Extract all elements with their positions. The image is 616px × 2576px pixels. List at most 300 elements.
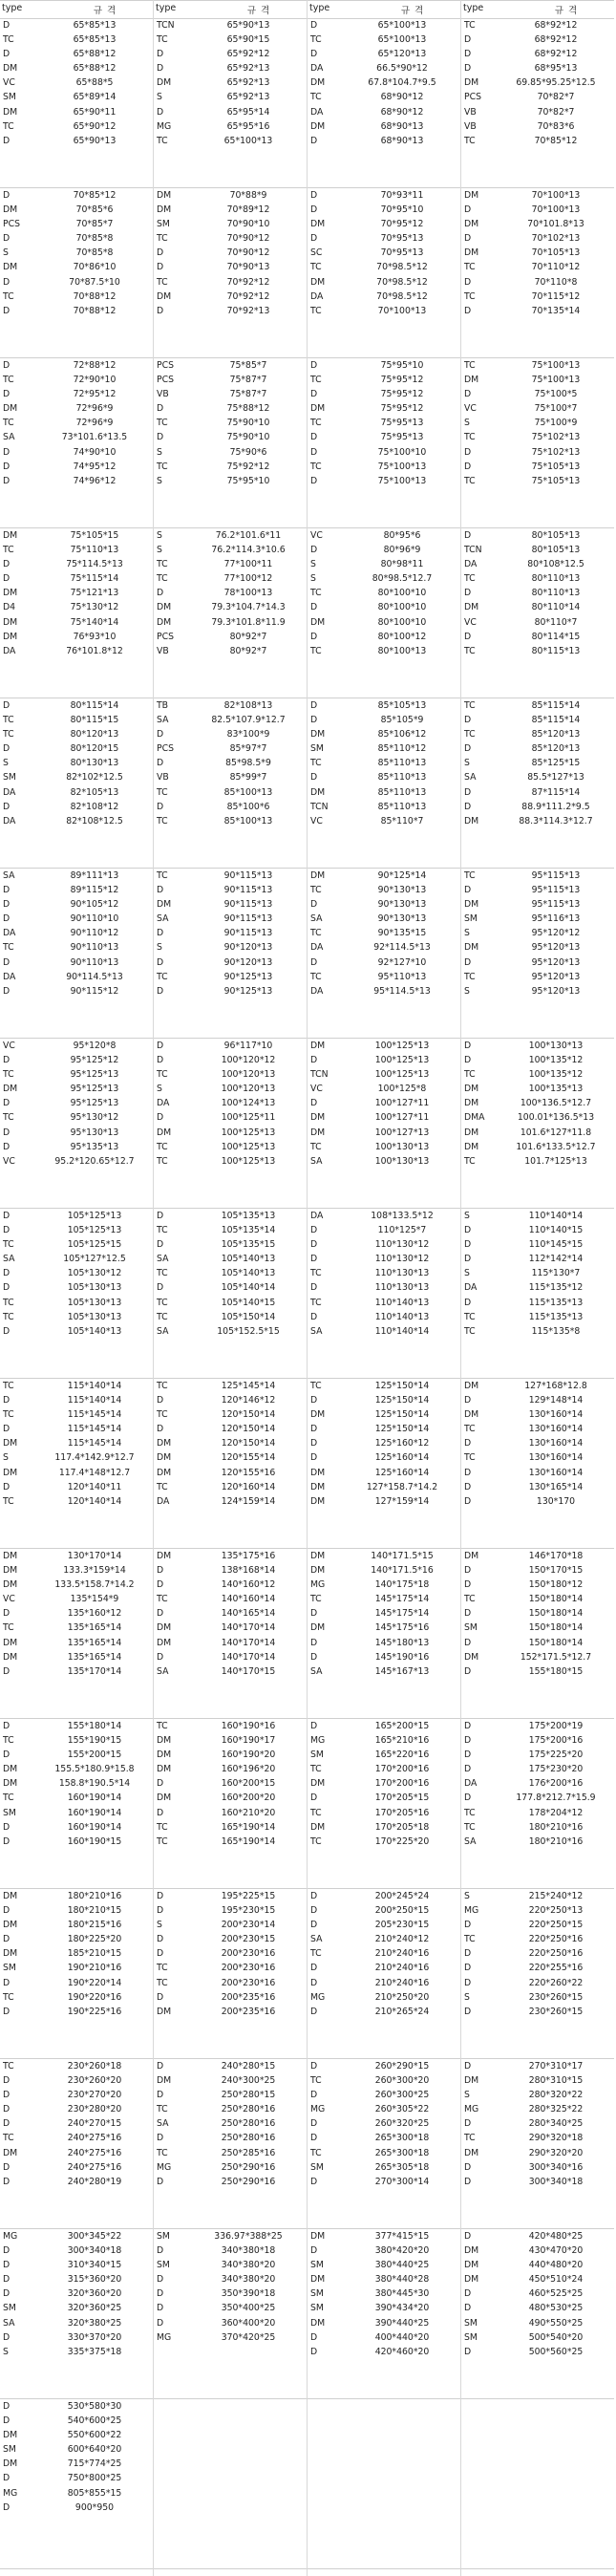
- spec-row: [154, 1450, 307, 1465]
- spec-row: [308, 1310, 460, 1324]
- row-spec: 138*168*14: [221, 1565, 276, 1577]
- row-type: DA: [464, 1282, 478, 1294]
- row-spec: 280*310*15: [528, 2075, 584, 2087]
- row-type: D: [464, 1481, 472, 1492]
- row-spec: 480*530*25: [528, 2303, 584, 2314]
- spec-row: [461, 18, 614, 32]
- row-spec: 140*175*18: [374, 1579, 430, 1591]
- spec-row: [154, 2175, 307, 2189]
- row-spec: 145*175*14: [374, 1608, 430, 1620]
- spec-row: [461, 358, 614, 373]
- row-type: TC: [464, 1069, 476, 1081]
- row-type: VB: [157, 772, 169, 784]
- row-spec: 105*130*13: [67, 1311, 122, 1322]
- row-spec: 75*95*12: [380, 403, 424, 415]
- spec-row: [308, 756, 460, 770]
- spec-row: [461, 1549, 614, 1563]
- row-spec: 175*200*19: [528, 1721, 584, 1731]
- spec-row: [154, 1252, 307, 1266]
- spec-group: [461, 1209, 614, 1379]
- spec-row: [154, 1154, 307, 1169]
- row-type: VC: [3, 1594, 15, 1605]
- spec-row: [0, 814, 153, 828]
- spec-row: [308, 2073, 460, 2088]
- spec-row: [308, 75, 460, 90]
- row-type: D: [3, 1282, 11, 1294]
- spec-row: [308, 2229, 460, 2243]
- row-spec: 74*96*12: [73, 475, 117, 486]
- row-spec: 100*130*13: [374, 1155, 430, 1167]
- row-type: SA: [310, 1934, 323, 1945]
- row-type: D: [3, 1905, 11, 1917]
- spec-row: [461, 387, 614, 401]
- spec-row: [154, 1776, 307, 1791]
- spec-group: [461, 1549, 614, 1719]
- row-type: DM: [157, 899, 172, 911]
- row-type: D: [464, 2288, 472, 2300]
- spec-row: [461, 1466, 614, 1480]
- spec-row: [461, 1776, 614, 1791]
- row-spec: 140*160*12: [221, 1579, 276, 1591]
- row-type: SA: [310, 1155, 323, 1167]
- row-spec: 70*102*13: [531, 233, 581, 245]
- row-type: PCS: [3, 219, 20, 230]
- row-spec: 260*320*25: [374, 2118, 430, 2130]
- spec-row: [461, 785, 614, 800]
- spec-row: [0, 1990, 153, 2005]
- row-spec: 68*92*12: [534, 20, 578, 31]
- spec-group: [461, 358, 614, 528]
- spec-group: [154, 869, 307, 1039]
- spec-row: [308, 1252, 460, 1266]
- row-spec: 75*87*7: [229, 389, 267, 400]
- row-spec: 190*220*14: [67, 1977, 122, 1988]
- row-spec: 240*275*16: [67, 2147, 122, 2158]
- row-spec: 805*855*15: [67, 2487, 122, 2499]
- row-spec: 115*140*14: [67, 1381, 122, 1391]
- spec-row: [154, 1719, 307, 1733]
- spec-row: [461, 2301, 614, 2315]
- spec-row: [0, 474, 153, 488]
- row-spec: 95*120*12: [531, 928, 581, 939]
- row-type: DM: [310, 276, 326, 288]
- row-type: D: [3, 985, 11, 997]
- row-type: TC: [310, 1594, 322, 1605]
- row-type: DM: [464, 2245, 479, 2257]
- row-spec: 170*225*20: [374, 1835, 430, 1847]
- spec-row: [154, 940, 307, 955]
- row-type: MG: [310, 1991, 326, 2003]
- row-spec: 80*115*15: [70, 715, 119, 726]
- spec-row: [461, 1976, 614, 1990]
- row-type: D: [310, 190, 318, 201]
- row-type: DM: [310, 786, 326, 798]
- row-spec: 120*146*12: [221, 1395, 276, 1406]
- row-spec: 105*127*12.5: [63, 1254, 126, 1265]
- spec-row: [0, 1806, 153, 1820]
- row-spec: 90*130*13: [377, 913, 427, 925]
- row-spec: 200*245*24: [374, 1891, 430, 1901]
- row-spec: 900*950: [74, 2501, 115, 2513]
- row-spec: 75*140*14: [70, 616, 119, 628]
- row-spec: 250*290*16: [221, 2176, 276, 2187]
- row-type: TC: [3, 545, 14, 556]
- row-type: DA: [310, 290, 324, 302]
- row-type: DM: [157, 616, 172, 628]
- row-spec: 70*115*12: [531, 290, 581, 302]
- spec-row: [154, 600, 307, 614]
- spec-row: [308, 1082, 460, 1096]
- row-type: TC: [3, 34, 14, 46]
- row-spec: 125*160*14: [374, 1467, 430, 1478]
- row-spec: 130*160*14: [528, 1424, 584, 1435]
- row-spec: 66.5*90*12: [376, 63, 428, 75]
- spec-row: [461, 1990, 614, 2005]
- row-type: S: [157, 1084, 162, 1095]
- row-spec: 129*148*14: [528, 1395, 584, 1406]
- row-type: TC: [310, 885, 322, 896]
- row-type: D: [464, 1665, 472, 1677]
- row-type: D: [464, 786, 472, 798]
- spec-row: [154, 246, 307, 260]
- row-spec: 85*115*14: [531, 715, 581, 726]
- row-spec: 80*95*6: [383, 530, 421, 541]
- row-spec: 65*90*13: [73, 135, 117, 146]
- row-spec: 70*85*6: [75, 204, 114, 216]
- spec-row: [461, 2175, 614, 2189]
- row-type: TB: [157, 700, 169, 711]
- row-spec: 89*115*12: [70, 885, 119, 896]
- row-spec: 115*135*8: [531, 1325, 581, 1337]
- spec-row: [308, 2175, 460, 2189]
- spec-row: [461, 2258, 614, 2272]
- row-type: D: [3, 1721, 11, 1731]
- spec-row: [308, 1606, 460, 1621]
- row-spec: 340*380*20: [221, 2274, 276, 2286]
- row-spec: 95*120*13: [531, 956, 581, 968]
- header-type: type: [463, 3, 484, 13]
- spec-row: [308, 1719, 460, 1733]
- row-spec: 70*92*13: [226, 305, 270, 316]
- row-type: D: [157, 1905, 164, 1917]
- row-type: DM: [464, 219, 479, 230]
- row-type: S: [464, 1991, 470, 2003]
- row-spec: 90*130*13: [377, 885, 427, 896]
- spec-row: [308, 90, 460, 104]
- row-type: D: [3, 1934, 11, 1945]
- spec-row: [308, 1650, 460, 1664]
- spec-row: [461, 290, 614, 304]
- row-type: D: [310, 1891, 318, 1901]
- row-spec: 125*145*14: [221, 1381, 276, 1391]
- row-type: D: [464, 1963, 472, 1974]
- row-spec: 165*200*15: [374, 1721, 430, 1731]
- row-type: D: [464, 2231, 472, 2242]
- row-type: TC: [3, 1792, 14, 1804]
- spec-row: [461, 741, 614, 756]
- row-type: D: [464, 233, 472, 245]
- row-spec: 250*280*16: [221, 2133, 276, 2144]
- row-type: D: [157, 49, 164, 60]
- spec-row: [0, 869, 153, 883]
- row-type: SM: [3, 772, 16, 784]
- row-type: TCN: [310, 1069, 329, 1081]
- spec-row: [154, 2330, 307, 2345]
- spec-row: [461, 217, 614, 231]
- spec-row: [154, 105, 307, 119]
- row-type: D: [310, 1055, 318, 1066]
- spec-row: [0, 713, 153, 727]
- row-type: TC: [310, 34, 322, 46]
- spec-row: [154, 1650, 307, 1664]
- row-spec: 80*100*12: [377, 631, 427, 642]
- spec-row: [0, 557, 153, 571]
- row-type: D: [310, 899, 318, 911]
- row-spec: 85*98.5*9: [225, 758, 271, 769]
- row-spec: 290*320*18: [528, 2133, 584, 2144]
- spec-row: [0, 416, 153, 430]
- row-spec: 85*110*7: [380, 815, 424, 826]
- spec-row: [461, 2073, 614, 2088]
- row-type: TC: [310, 588, 322, 599]
- row-type: D: [464, 204, 472, 216]
- row-type: D: [3, 573, 11, 585]
- spec-row: [308, 1592, 460, 1606]
- row-spec: 100*125*13: [374, 1069, 430, 1081]
- row-spec: 65*92*13: [226, 77, 270, 89]
- row-type: MG: [310, 1579, 326, 1591]
- row-type: D: [157, 801, 164, 812]
- row-spec: 150*170*15: [528, 1565, 584, 1577]
- row-spec: 80*98.5*12.7: [372, 573, 433, 585]
- row-type: D: [310, 2118, 318, 2130]
- row-spec: 490*550*25: [528, 2317, 584, 2329]
- row-spec: 68*90*12: [380, 106, 424, 118]
- row-spec: 68*90*13: [380, 120, 424, 132]
- row-type: TCN: [310, 801, 329, 812]
- spec-row: [0, 1296, 153, 1310]
- row-spec: 75*92*12: [226, 461, 270, 472]
- spec-group: [0, 2229, 153, 2399]
- spec-row: [0, 2059, 153, 2073]
- row-type: D: [3, 700, 11, 711]
- spec-row: [461, 119, 614, 134]
- spec-row: [308, 1450, 460, 1465]
- row-spec: 100*125*13: [221, 1155, 276, 1167]
- row-type: SA: [157, 2118, 169, 2130]
- spec-row: [154, 373, 307, 387]
- row-spec: 70*95*10: [380, 204, 424, 216]
- row-type: D: [464, 1239, 472, 1251]
- row-spec: 95*110*13: [377, 971, 427, 982]
- row-type: TC: [3, 1239, 14, 1251]
- spec-group: [154, 1039, 307, 1209]
- spec-row: [0, 1154, 153, 1169]
- row-type: SA: [3, 870, 15, 881]
- row-type: TC: [310, 1268, 322, 1279]
- spec-row: [461, 1379, 614, 1393]
- spec-row: [308, 445, 460, 460]
- spec-row: [461, 2088, 614, 2102]
- spec-row: [461, 1393, 614, 1407]
- row-spec: 75*90*6: [229, 446, 267, 458]
- row-spec: 105*130*12: [67, 1268, 122, 1279]
- spec-row: [0, 2414, 153, 2428]
- spec-row: [154, 2131, 307, 2145]
- row-type: TC: [157, 870, 168, 881]
- row-type: D: [3, 2501, 11, 2513]
- row-spec: 160*190*20: [221, 1750, 276, 1761]
- row-spec: 120*140*14: [67, 1495, 122, 1507]
- row-spec: 160*190*16: [221, 1721, 276, 1731]
- row-type: D: [464, 389, 472, 400]
- row-spec: 70*85*8: [75, 247, 114, 259]
- spec-row: [461, 1946, 614, 1961]
- row-spec: 500*540*20: [528, 2331, 584, 2343]
- row-type: TC: [157, 1297, 168, 1308]
- row-spec: 130*170*14: [67, 1551, 122, 1561]
- row-type: TC: [310, 971, 322, 982]
- row-type: D: [310, 1311, 318, 1322]
- row-spec: 100*125*13: [221, 1141, 276, 1152]
- row-type: D: [310, 1920, 318, 1931]
- row-type: TCN: [464, 545, 482, 556]
- row-spec: 101.6*133.5*12.7: [516, 1141, 596, 1152]
- row-spec: 79.3*101.8*11.9: [211, 616, 286, 628]
- spec-row: [461, 1762, 614, 1776]
- row-type: D: [310, 360, 318, 371]
- row-spec: 100*125*13: [374, 1055, 430, 1066]
- row-type: DM: [3, 616, 18, 628]
- spec-row: [0, 373, 153, 387]
- row-spec: 133.5*158.7*14.2: [54, 1579, 135, 1591]
- row-type: TC: [157, 1381, 168, 1391]
- row-type: D: [3, 1127, 11, 1138]
- spec-row: [308, 2286, 460, 2301]
- row-type: DM: [3, 1651, 18, 1663]
- row-spec: 155*190*15: [67, 1735, 122, 1747]
- row-type: D: [310, 135, 318, 146]
- spec-row: [154, 2243, 307, 2258]
- spec-row: [0, 770, 153, 784]
- row-type: DA: [310, 985, 324, 997]
- row-spec: 115*135*12: [528, 1282, 584, 1294]
- spec-row: [461, 630, 614, 644]
- spec-row: [308, 586, 460, 600]
- row-spec: 160*190*17: [221, 1735, 276, 1747]
- row-spec: 72*90*10: [73, 375, 117, 386]
- spec-row: [154, 2286, 307, 2301]
- row-type: SA: [464, 1835, 477, 1847]
- row-spec: 200*250*15: [374, 1905, 430, 1917]
- row-spec: 70*85*12: [73, 190, 117, 201]
- row-type: SA: [310, 1325, 323, 1337]
- row-type: SA: [3, 1254, 15, 1265]
- row-type: TC: [464, 1934, 476, 1945]
- row-spec: 90*115*13: [223, 885, 273, 896]
- row-type: SM: [310, 2161, 324, 2173]
- spec-group: [461, 188, 614, 358]
- row-spec: 85*110*13: [377, 801, 427, 812]
- row-spec: 65*90*13: [226, 20, 270, 31]
- spec-row: [154, 90, 307, 104]
- spec-row: [0, 2442, 153, 2457]
- row-type: DM: [310, 616, 326, 628]
- row-spec: 95*120*13: [531, 985, 581, 997]
- row-spec: 230*260*15: [528, 1991, 584, 2003]
- spec-row: [0, 630, 153, 644]
- spec-row: [154, 2073, 307, 2088]
- row-type: TC: [464, 135, 476, 146]
- spec-row: [308, 460, 460, 474]
- row-type: D: [464, 1721, 472, 1731]
- row-type: DM: [310, 77, 326, 89]
- row-type: D: [157, 2176, 164, 2187]
- row-type: D: [157, 588, 164, 599]
- row-type: TC: [157, 573, 168, 585]
- spec-row: [154, 2146, 307, 2160]
- row-spec: 135*160*12: [67, 1608, 122, 1620]
- row-spec: 90*120*13: [223, 942, 273, 954]
- row-type: TC: [157, 1821, 168, 1833]
- spec-row: [461, 61, 614, 75]
- row-spec: 90*110*12: [70, 928, 119, 939]
- spec-row: [308, 2272, 460, 2286]
- spec-row: [0, 387, 153, 401]
- row-spec: 140*170*14: [221, 1622, 276, 1634]
- spec-row: [0, 2116, 153, 2131]
- spec-row: [461, 1719, 614, 1733]
- spec-row: [0, 1776, 153, 1791]
- row-spec: 85*100*13: [223, 815, 273, 826]
- row-spec: 130*165*14: [528, 1481, 584, 1492]
- row-type: D: [157, 2245, 164, 2257]
- row-spec: 100*130*13: [374, 1141, 430, 1152]
- spec-row: [154, 1436, 307, 1450]
- row-type: TC: [157, 1069, 168, 1081]
- row-spec: 101.6*127*11.8: [520, 1127, 592, 1138]
- spec-row: [154, 897, 307, 912]
- row-spec: 105*135*15: [221, 1239, 276, 1251]
- spec-group: [308, 188, 460, 358]
- row-type: DM: [157, 190, 172, 201]
- row-type: D: [157, 1934, 164, 1945]
- row-type: TC: [464, 1807, 476, 1818]
- row-type: D: [464, 1438, 472, 1449]
- spec-row: [461, 1310, 614, 1324]
- row-spec: 88.9*111.2*9.5: [521, 801, 590, 812]
- row-spec: 75*95*10: [226, 475, 270, 486]
- row-type: D: [3, 2075, 11, 2087]
- spec-row: [154, 770, 307, 784]
- row-type: SC: [310, 247, 323, 259]
- spec-row: [461, 1903, 614, 1918]
- row-spec: 65*92*12: [226, 49, 270, 60]
- row-type: D: [464, 2006, 472, 2017]
- spec-row: [0, 1621, 153, 1635]
- row-type: SM: [310, 743, 324, 755]
- row-type: SM: [157, 219, 170, 230]
- row-type: DM: [3, 2458, 18, 2470]
- spec-group: [0, 1889, 153, 2059]
- spec-row: [0, 1096, 153, 1110]
- spec-row: [154, 926, 307, 940]
- spec-group: [308, 869, 460, 1039]
- row-spec: 80*98*11: [380, 559, 424, 570]
- row-spec: 178*204*12: [528, 1807, 584, 1818]
- row-spec: 70*100*13: [531, 204, 581, 216]
- row-type: D: [464, 631, 472, 642]
